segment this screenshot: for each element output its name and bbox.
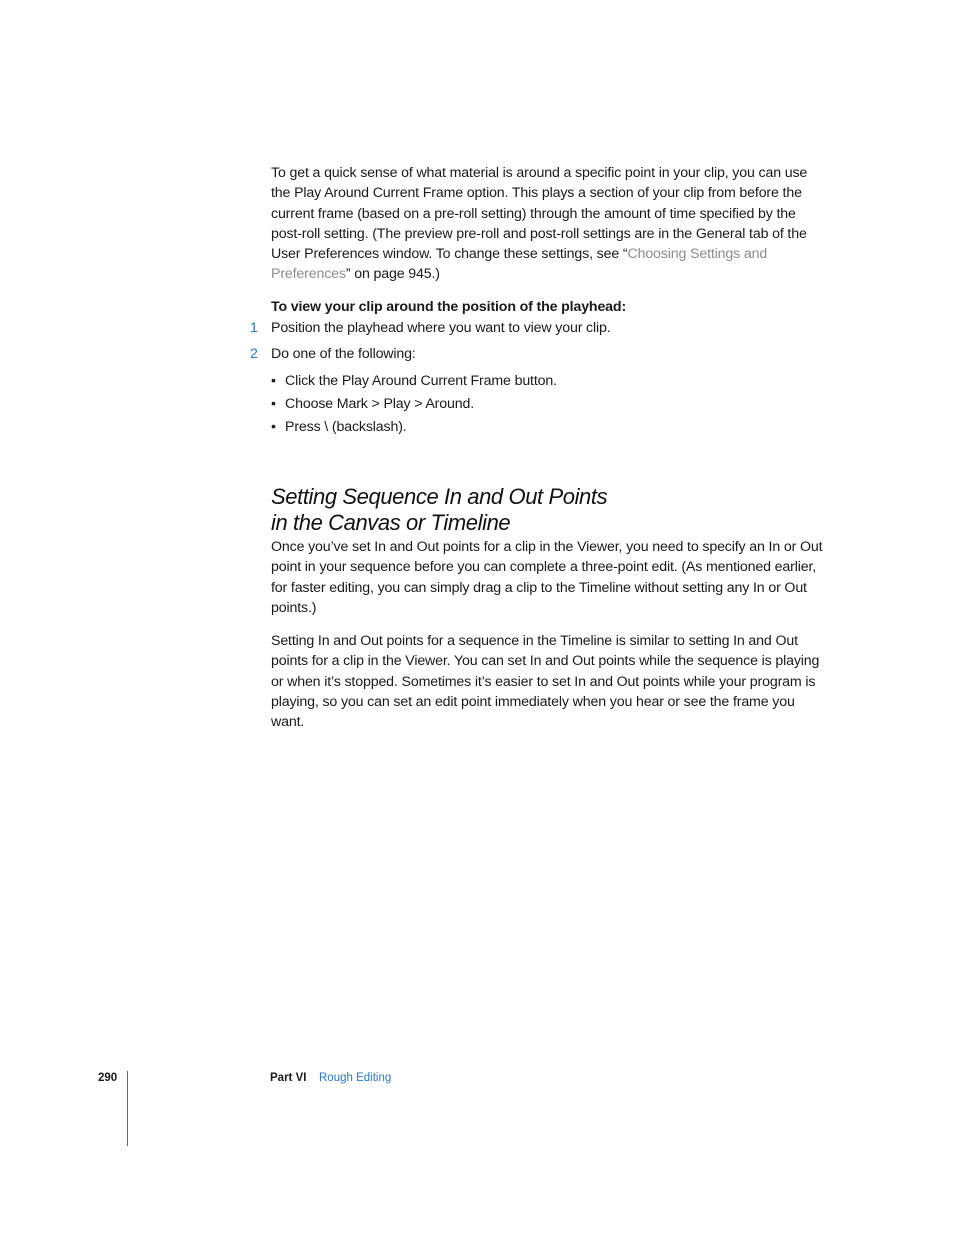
bullet-item (271, 371, 557, 391)
bullet-symbol: • (271, 373, 276, 389)
bullet-text: Click the Play Around Current Frame button. (285, 373, 557, 389)
section-paragraph-2: Setting In and Out points for a sequence in the Timeline is similar to setting In and Out points for a clip in the Viewer. You can set In and Out points while the sequence is playing or when it’s stopped. Sometimes it’s easier to set In and Out points while your program is playing, so you can set an edit point immediately when you hear or see the frame you want. (271, 633, 820, 731)
section-heading-line2: in the Canvas or Timeline (271, 510, 511, 535)
page-number: 290 (98, 1072, 118, 1084)
intro-text-end: ” on page 945.) (345, 266, 440, 283)
bullet-text: Choose Mark > Play > Around. (285, 396, 475, 412)
intro-text-start: To get a quick sense of what material is around a specific point in your clip, you can use the Play Around Current Frame option. This plays a section of your clip from before the current frame (based on a pre-roll setting) through the amount of time specified by the post-roll setting. (The preview pre-roll and post-roll settings are in the General tab of the User Preferences window. To change these settings, see “ (271, 165, 808, 263)
step-number: 2 (250, 346, 258, 362)
choosing-settings-link[interactable]: Choosing Settings and Preferences (271, 246, 768, 283)
bullet-item (271, 394, 474, 414)
section-paragraph-1: Once you’ve set In and Out points for a clip in the Viewer, you need to specify an In or Out point in your sequence before you can complete a three-point edit. (As mentioned earlier, for faster editing, you can simply drag a clip to the Timeline without setting any In or Out points.) (271, 539, 823, 616)
footer-chapter-link[interactable]: Rough Editing (319, 1072, 392, 1084)
bullet-item (271, 417, 407, 437)
step-number: 1 (250, 320, 258, 336)
section-heading-line1: Setting Sequence In and Out Points (271, 484, 608, 509)
step-item (250, 318, 611, 338)
bullet-symbol: • (271, 396, 276, 412)
bullet-symbol: • (271, 419, 276, 435)
step-text: Do one of the following: (271, 346, 416, 362)
footer-divider (127, 1071, 128, 1146)
section-heading (271, 484, 831, 536)
bullet-text: Press \ (backslash). (285, 419, 407, 435)
step-text: Position the playhead where you want to view your clip. (271, 320, 611, 336)
procedure-heading: To view your clip around the position of the playhead: (271, 299, 627, 315)
intro-paragraph (271, 163, 827, 285)
footer-part: Part VI (270, 1072, 307, 1084)
step-item (250, 344, 416, 364)
